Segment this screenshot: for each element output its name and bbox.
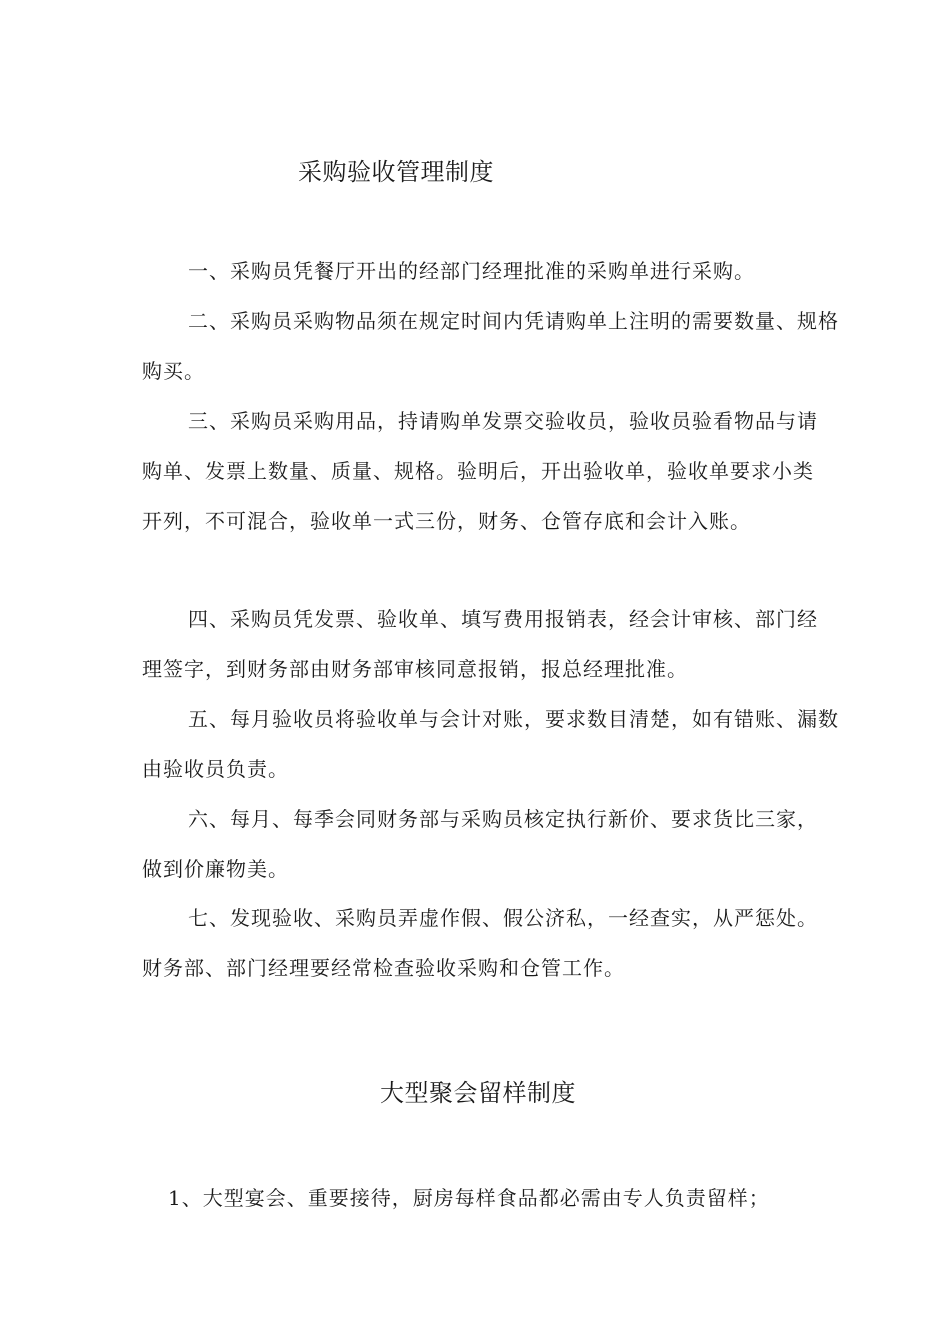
- paragraph-4: 四、采购员凭发票、验收单、填写费用报销表，经会计审核、部门经理签字，到财务部由财务部审核同意报销，报总经理批准。: [142, 607, 818, 681]
- paragraph-3: 三、采购员采购用品，持请购单发票交验收员，验收员验看物品与请购单、发票上数量、质量、规格。验明后，开出验收单，验收单要求小类开列，不可混合，验收单一式三份，财务、仓管存底和会计入账。: [142, 409, 818, 533]
- list-item-1: 1、大型宴会、重要接待，厨房每样食品都必需由专人负责留样；: [168, 1186, 770, 1210]
- paragraph-6: 六、每月、每季会同财务部与采购员核定执行新价、要求货比三家，做到价廉物美。: [142, 807, 818, 881]
- paragraph-1: 一、采购员凭餐厅开出的经部门经理批准的采购单进行采购。: [188, 259, 755, 283]
- section-title-banquet-sample: 大型聚会留样制度: [380, 1079, 576, 1107]
- paragraph-7: 七、发现验收、采购员弄虚作假、假公济私，一经查实，从严惩处。财务部、部门经理要经常检查验收采购和仓管工作。: [142, 906, 818, 980]
- paragraph-5: 五、每月验收员将验收单与会计对账，要求数目清楚，如有错账、漏数由验收员负责。: [142, 707, 839, 781]
- section-title-procurement: 采购验收管理制度: [298, 158, 494, 186]
- paragraph-2: 二、采购员采购物品须在规定时间内凭请购单上注明的需要数量、规格购买。: [142, 309, 839, 383]
